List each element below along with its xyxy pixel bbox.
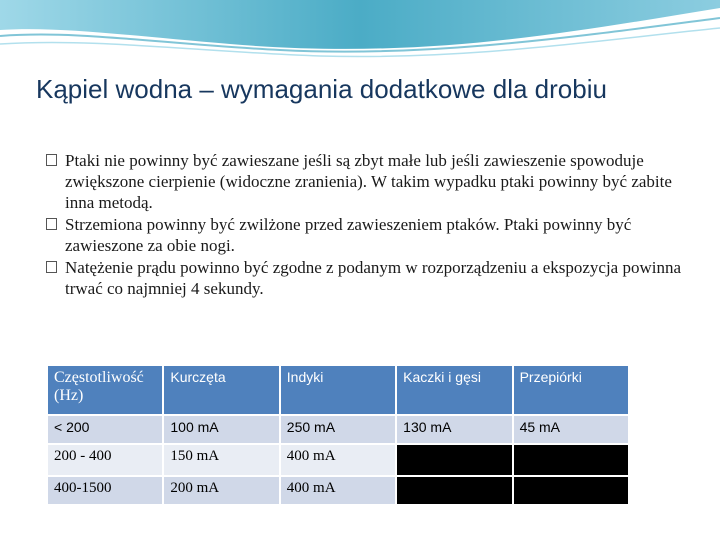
table-cell: 130 mA — [397, 416, 511, 443]
header-quails: Przepiórki — [514, 366, 628, 414]
header-chickens: Kurczęta — [164, 366, 278, 414]
bullet-item — [46, 257, 686, 299]
bullet-box-icon — [46, 261, 57, 273]
decorative-wave-banner — [0, 0, 720, 62]
header-ducks-geese: Kaczki i gęsi — [397, 366, 511, 414]
table-cell-empty — [514, 477, 628, 504]
table-cell: 250 mA — [281, 416, 395, 443]
table-cell: 400-1500 — [48, 477, 162, 504]
table-row — [48, 416, 628, 443]
table-cell: 400 mA — [281, 477, 395, 504]
bullet-text: Natężenie prądu powinno być zgodne z podanym w rozporządzeniu a ekspozycja powinna trwać co najmniej 4 sekundy. — [65, 258, 682, 298]
bullet-text: Ptaki nie powinny być zawieszane jeśli są zbyt małe lub jeśli zawieszenie spowoduje zwiększone cierpienie (widoczne zranienia). W takim wypadku ptaki powinny być zabite inna metodą. — [65, 151, 672, 212]
table-cell-empty — [514, 445, 628, 475]
table-cell: 45 mA — [514, 416, 628, 443]
bullet-box-icon — [46, 218, 57, 230]
bullet-box-icon — [46, 154, 57, 166]
bullet-text: Strzemiona powinny być zwilżone przed zawieszeniem ptaków. Ptaki powinny być zawieszone za obie nogi. — [65, 215, 632, 255]
table-cell: 100 mA — [164, 416, 278, 443]
table-cell: 200 - 400 — [48, 445, 162, 475]
table-header-row — [48, 366, 628, 414]
current-requirements-table — [46, 364, 630, 506]
header-frequency: Częstotliwość (Hz) — [48, 366, 162, 414]
table-cell-empty — [397, 477, 511, 504]
slide-title: Kąpiel wodna – wymagania dodatkowe dla drobiu — [36, 74, 607, 104]
table-cell: < 200 — [48, 416, 162, 443]
table-row — [48, 445, 628, 475]
table-cell: 400 mA — [281, 445, 395, 475]
bullet-item — [46, 150, 686, 213]
table-cell: 150 mA — [164, 445, 278, 475]
table-cell: 200 mA — [164, 477, 278, 504]
header-turkeys: Indyki — [281, 366, 395, 414]
bullet-item — [46, 214, 686, 256]
table-cell-empty — [397, 445, 511, 475]
table-row — [48, 477, 628, 504]
bullet-list — [46, 150, 686, 300]
